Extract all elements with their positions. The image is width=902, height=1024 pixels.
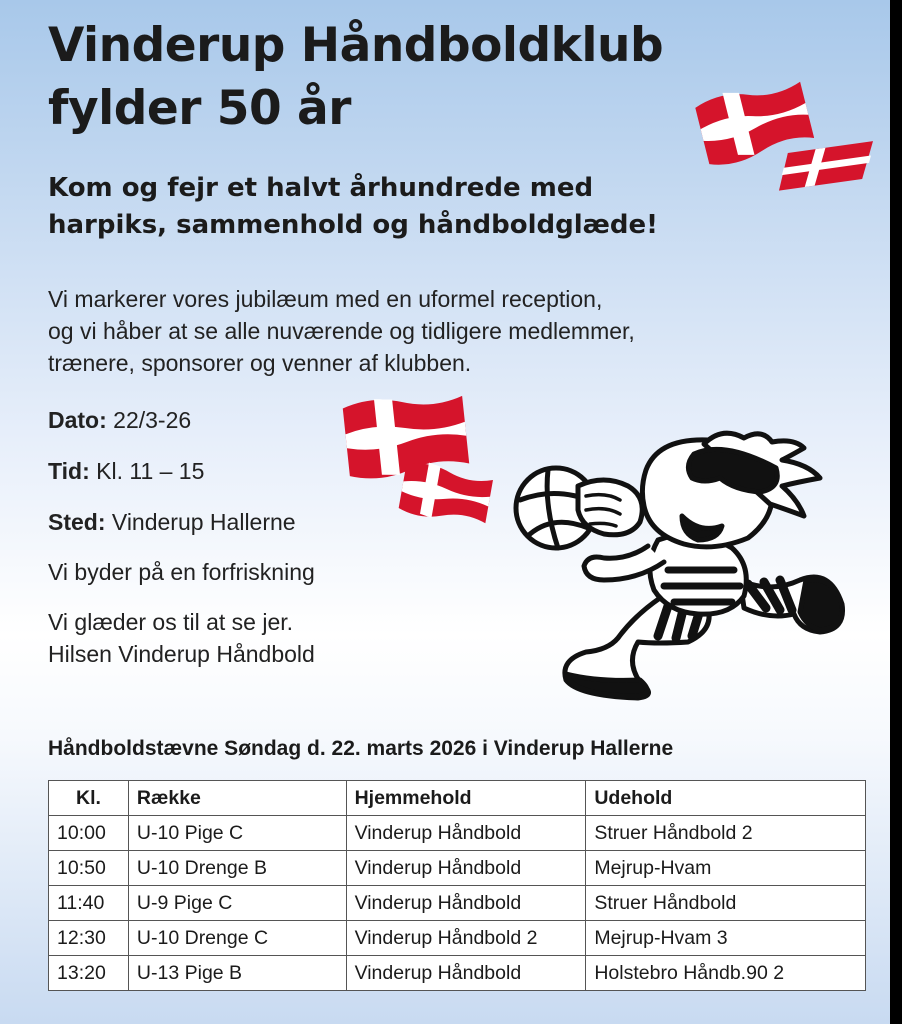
schedule-title: Håndboldstævne Søndag d. 22. marts 2026 i Vinderup Hallerne	[48, 737, 674, 760]
time-info	[48, 455, 204, 487]
cell-away: Mejrup-Hvam 3	[586, 921, 866, 956]
intro-line-3: trænere, sponsorer og venner af klubben.	[48, 350, 472, 376]
table-row	[49, 886, 866, 921]
subtitle-line-2: harpiks, sammenhold og håndboldglæde!	[48, 210, 658, 240]
cell-time: 10:50	[49, 851, 129, 886]
refreshment-info: Vi byder på en forfriskning	[48, 559, 315, 585]
table-row	[49, 956, 866, 991]
handball-mascot-icon	[508, 430, 854, 702]
schedule-header-row	[49, 781, 866, 816]
cell-home: Vinderup Håndbold 2	[346, 921, 586, 956]
cell-time: 11:40	[49, 886, 129, 921]
title-line-1: Vinderup Håndboldklub	[48, 18, 664, 73]
place-value: Vinderup Hallerne	[111, 509, 296, 535]
header-time: Kl.	[49, 781, 129, 816]
cell-home: Vinderup Håndbold	[346, 956, 586, 991]
place-info	[48, 506, 296, 538]
table-row	[49, 921, 866, 956]
header-row: Række	[128, 781, 346, 816]
danish-flag-small-icon	[772, 140, 878, 192]
cell-time: 12:30	[49, 921, 129, 956]
table-row	[49, 851, 866, 886]
cell-row: U-13 Pige B	[128, 956, 346, 991]
date-value: 22/3-26	[113, 407, 192, 433]
cell-row: U-10 Drenge C	[128, 921, 346, 956]
table-row	[49, 816, 866, 851]
cell-row: U-10 Pige C	[128, 816, 346, 851]
schedule-table	[48, 780, 866, 991]
cell-home: Vinderup Håndbold	[346, 886, 586, 921]
time-label: Tid:	[48, 458, 90, 484]
intro-line-2: og vi håber at se alle nuværende og tidligere medlemmer,	[48, 318, 635, 344]
cell-home: Vinderup Håndbold	[346, 851, 586, 886]
danish-flag-middle-small-icon	[398, 458, 494, 528]
cell-time: 13:20	[49, 956, 129, 991]
header-home: Hjemmehold	[346, 781, 586, 816]
cell-time: 10:00	[49, 816, 129, 851]
title-line-2: fylder 50 år	[48, 81, 351, 136]
cell-away: Mejrup-Hvam	[586, 851, 866, 886]
date-info	[48, 404, 191, 436]
intro-line-1: Vi markerer vores jubilæum med en uformel reception,	[48, 286, 603, 312]
closing-line-2: Hilsen Vinderup Håndbold	[48, 641, 315, 667]
subtitle	[48, 170, 658, 244]
cell-away: Holstebro Håndb.90 2	[586, 956, 866, 991]
header-away: Udehold	[586, 781, 866, 816]
place-label: Sted:	[48, 509, 106, 535]
cell-home: Vinderup Håndbold	[346, 816, 586, 851]
cell-row: U-9 Pige C	[128, 886, 346, 921]
cell-away: Struer Håndbold 2	[586, 816, 866, 851]
closing-text	[48, 606, 315, 670]
cell-away: Struer Håndbold	[586, 886, 866, 921]
page-title	[48, 14, 663, 140]
time-value: Kl. 11 – 15	[96, 458, 205, 484]
date-label: Dato:	[48, 407, 107, 433]
intro-text	[48, 283, 635, 379]
subtitle-line-1: Kom og fejr et halvt århundrede med	[48, 173, 594, 203]
closing-line-1: Vi glæder os til at se jer.	[48, 609, 294, 635]
cell-row: U-10 Drenge B	[128, 851, 346, 886]
